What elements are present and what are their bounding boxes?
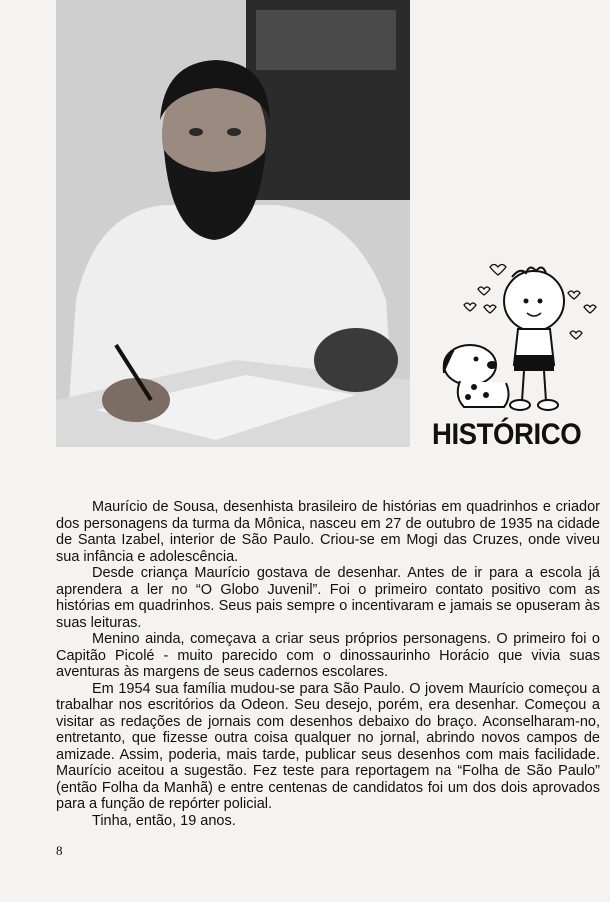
artist-photo bbox=[56, 0, 410, 447]
paragraph: Maurício de Sousa, desenhista brasileiro de histórias em quadrinhos e criador dos personagens da turma da Mônica, nasceu em 27 de outubro de 1935 na cidade de Santa Izabel, interior de São Paulo. Criou-se em Mogi das Cruzes, onde viveu sua infância e adolescência. bbox=[56, 499, 600, 565]
cartoon-illustration bbox=[430, 255, 600, 420]
portrait-photo-icon bbox=[56, 0, 410, 447]
paragraph: Tinha, então, 19 anos. bbox=[92, 812, 236, 829]
article-body bbox=[56, 499, 600, 829]
page-number: 8 bbox=[56, 843, 63, 858]
cartoon-boy-and-dog-icon bbox=[430, 255, 600, 420]
paragraph: Em 1954 sua família mudou-se para São Paulo. O jovem Maurício começou a trabalhar nos escritórios da Odeon. Seu desejo, porém, era desenhar. Começou a visitar as redações de jornais com desenhos debaixo do braço. Aconselharam-no, entretanto, que fizesse outra coisa qualquer no jornal, abrindo novos campos de amizade. Assim, poderia, mais tarde, publicar seus desenhos com mais facilidade. Maurício aceitou a sugestão. Fez teste para reportagem na “Folha de São Paulo” (então Folha da Manhã) e entre centenas de candidatos foi um dos dois aprovados para a função de repórter policial. bbox=[56, 680, 600, 812]
paragraph: Menino ainda, começava a criar seus próprios personagens. O primeiro foi o Capitão Picolé - muito parecido com o dinossaurinho Horácio que vivia suas aventuras às margens de seus cadernos escolares. bbox=[56, 631, 600, 680]
paragraph: Desde criança Maurício gostava de desenhar. Antes de ir para a escola já aprendera a ler no “O Globo Juvenil”. Foi o primeiro contato positivo com as histórias em quadrinhos. Seus pais sempre o incentivaram e jamais se opuseram às suas leituras. bbox=[56, 565, 600, 631]
page-title: HISTÓRICO bbox=[432, 418, 582, 451]
